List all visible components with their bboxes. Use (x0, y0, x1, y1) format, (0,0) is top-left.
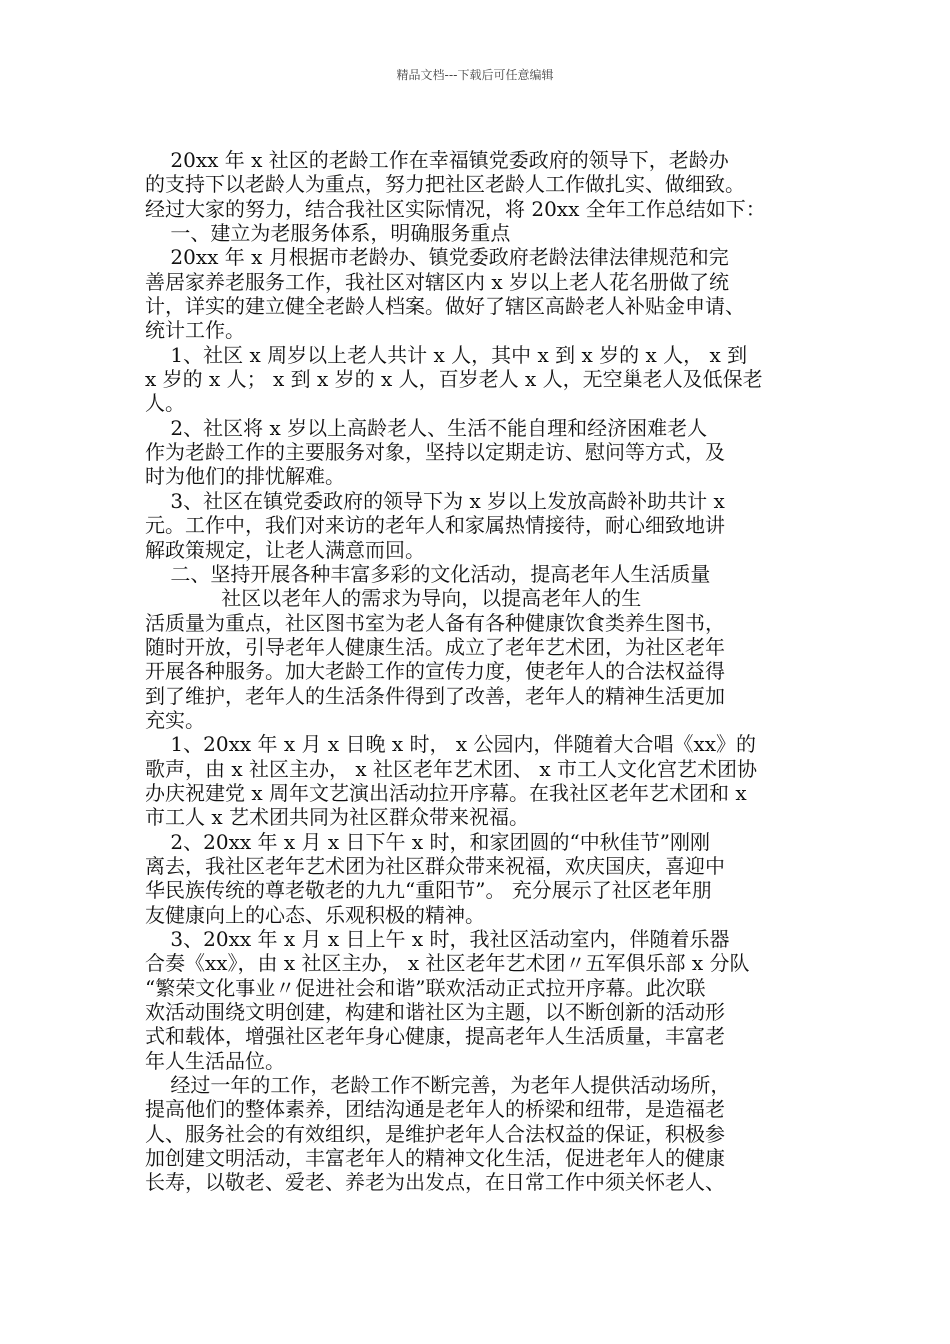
text-line: 歌声，由 x 社区主办， x 社区老年艺术团、 x 市工人文化宫艺术团协 (145, 756, 757, 781)
text-line: 提高他们的整体素养，团结沟通是老年人的桥梁和纽带，是造福老 (145, 1097, 725, 1122)
text-line: 2、20xx 年 x 月 x 日下午 x 时，和家团圆的“中秋佳节”刚刚 (145, 829, 710, 854)
text-line: 1、20xx 年 x 月 x 日晚 x 时， x 公园内，伴随着大合唱《xx》的 (145, 732, 757, 757)
text-line: 充实。 (145, 707, 205, 732)
text-line: 二、坚持开展各种丰富多彩的文化活动，提高老年人生活质量 (145, 561, 711, 586)
text-line: 随时开放，引导老年人健康生活。成立了老年艺术团，为社区老年 (145, 634, 725, 659)
text-line: 加创建文明活动，丰富老年人的精神文化生活，促进老年人的健康 (145, 1146, 725, 1171)
text-line: 20xx 年 x 月根据市老龄办、镇党委政府老龄法律法律规范和完 (145, 245, 729, 270)
text-line: 办庆祝建党 x 周年文艺演出活动拉开序幕。在我社区老年艺术团和 x (145, 780, 747, 805)
text-line: 3、社区在镇党委政府的领导下为 x 岁以上发放高龄补助共计 x (145, 488, 725, 513)
text-line: 长寿，以敬老、爱老、养老为出发点，在日常工作中须关怀老人、 (145, 1170, 725, 1195)
text-line: 善居家养老服务工作，我社区对辖区内 x 岁以上老人花名册做了统 (145, 269, 729, 294)
text-line: 解政策规定，让老人满意而回。 (145, 537, 425, 562)
text-line: 元。工作中，我们对来访的老年人和家属热情接待，耐心细致地讲 (145, 513, 725, 538)
text-line: 一、建立为老服务体系，明确服务重点 (145, 221, 511, 246)
page-header: 精品文档---下载后可任意编辑 (396, 68, 554, 82)
text-line: 年人生活品位。 (145, 1048, 285, 1073)
text-line: 经过一年的工作，老龄工作不断完善，为老年人提供活动场所， (145, 1073, 731, 1098)
text-line: x 岁的 x 人； x 到 x 岁的 x 人，百岁老人 x 人，无空巢老人及低保老 (145, 367, 763, 392)
text-line: 经过大家的努力，结合我社区实际情况，将 20xx 全年工作总结如下： (145, 196, 766, 221)
text-line: 离去，我社区老年艺术团为社区群众带来祝福，欢庆国庆，喜迎中 (145, 853, 725, 878)
text-line: 开展各种服务。加大老龄工作的宣传力度，使老年人的合法权益得 (145, 659, 725, 684)
text-line: “繁荣文化事业〃促进社会和谐”联欢活动正式拉开序幕。此次联 (145, 975, 706, 1000)
text-line: 华民族传统的尊老敬老的九九“重阳节”。 充分展示了社区老年朋 (145, 878, 712, 903)
text-line: 友健康向上的心态、乐观积极的精神。 (145, 902, 485, 927)
text-line: 计，详实的建立健全老龄人档案。做好了辖区高龄老人补贴金申请、 (145, 294, 745, 319)
text-line: 式和载体，增强社区老年身心健康，提高老年人生活质量，丰富老 (145, 1024, 725, 1049)
text-line: 活质量为重点，社区图书室为老人备有各种健康饮食类养生图书， (145, 610, 725, 635)
text-line: 统计工作。 (145, 318, 245, 343)
document-body (145, 148, 821, 1195)
text-line: 时为他们的排忧解难。 (145, 464, 345, 489)
text-line: 市工人 x 艺术团共同为社区群众带来祝福。 (145, 805, 529, 830)
text-line: 2、社区将 x 岁以上高龄老人、生活不能自理和经济困难老人 (145, 415, 708, 440)
text-line: 20xx 年 x 社区的老龄工作在幸福镇党委政府的领导下，老龄办 (145, 148, 729, 172)
text-line: 3、20xx 年 x 月 x 日上午 x 时，我社区活动室内，伴随着乐器 (145, 927, 730, 951)
text-line: 的支持下以老龄人为重点，努力把社区老龄人工作做扎实、做细致。 (145, 172, 745, 197)
text-line: 人。 (145, 391, 185, 416)
text-line: 作为老龄工作的主要服务对象，坚持以定期走访、慰问等方式，及 (145, 440, 725, 465)
text-line: 合奏《xx》，由 x 社区主办， x 社区老年艺术团〃五军俱乐部 x 分队 (145, 951, 750, 976)
text-line: 人、服务社会的有效组织，是维护老年人合法权益的保证，积极参 (145, 1121, 725, 1146)
text-line: 欢活动围绕文明创建，构建和谐社区为主题，以不断创新的活动形 (145, 1000, 725, 1025)
text-line: 到了维护，老年人的生活条件得到了改善，老年人的精神生活更加 (145, 683, 725, 708)
text-line: 1、社区 x 周岁以上老人共计 x 人，其中 x 到 x 岁的 x 人， x 到 (145, 342, 748, 367)
text-line: 社区以老年人的需求为导向，以提高老年人的生 (145, 586, 642, 611)
